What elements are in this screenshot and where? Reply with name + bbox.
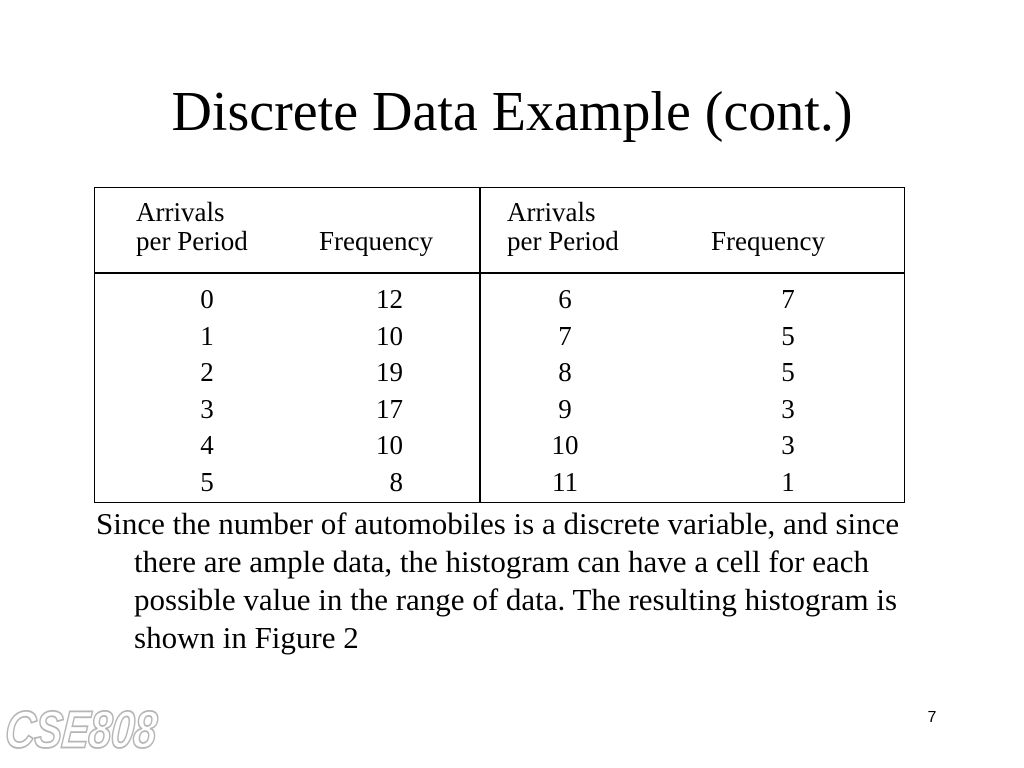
- data-table: [94, 187, 905, 503]
- body-paragraph: Since the number of automobiles is a discrete variable, and since there are ample data, the histogram can have a cell for each possible value in the range of data. The resulting histogram is shown in Figure 2: [96, 506, 900, 655]
- table-cell: 7: [558, 320, 572, 351]
- left-arrivals-column: [187, 281, 227, 500]
- logo-mark: CSE808: [3, 700, 159, 759]
- table-cell: 0: [200, 284, 214, 314]
- right-arrivals-header-line2: per Period: [507, 226, 619, 256]
- left-arrivals-header-line1: Arrivals: [136, 197, 225, 227]
- table-cell: 1: [781, 466, 795, 497]
- table-cell: 1: [200, 320, 214, 351]
- table-cell: 17: [376, 393, 403, 424]
- table-cell: 3: [781, 393, 795, 424]
- table-cell: 2: [200, 357, 214, 387]
- left-frequency-header: Frequency: [319, 226, 433, 256]
- table-cell: 3: [781, 430, 795, 460]
- table-cell: 6: [558, 284, 572, 314]
- table-divider-vertical: [479, 188, 481, 502]
- table-cell: 5: [781, 320, 795, 351]
- table-cell: 19: [376, 357, 403, 387]
- table-cell: 10: [376, 430, 403, 460]
- left-arrivals-header-line2: per Period: [136, 226, 248, 256]
- right-arrivals-header-line1: Arrivals: [507, 197, 596, 227]
- table-cell: 9: [558, 393, 572, 424]
- table-cell: 8: [389, 466, 403, 497]
- page-number: 7: [927, 709, 937, 726]
- body-text: [96, 505, 926, 657]
- right-frequency-column: [768, 281, 808, 500]
- table-cell: 8: [558, 357, 572, 387]
- right-arrivals-column: [540, 281, 590, 500]
- slide-title: Discrete Data Example (cont.): [171, 81, 853, 143]
- right-frequency-header: Frequency: [711, 226, 825, 256]
- table-cell: 5: [200, 466, 214, 497]
- table-cell: 5: [781, 357, 795, 387]
- table-cell: 12: [376, 284, 403, 314]
- table-cell: 4: [200, 430, 214, 460]
- table-cell: 11: [552, 466, 578, 497]
- table-cell: 3: [200, 393, 214, 424]
- table-cell: 10: [551, 430, 579, 460]
- table-cell: 7: [781, 284, 795, 314]
- left-frequency-column: [355, 281, 403, 500]
- table-divider-horizontal: [95, 272, 904, 274]
- table-cell: 10: [376, 320, 403, 351]
